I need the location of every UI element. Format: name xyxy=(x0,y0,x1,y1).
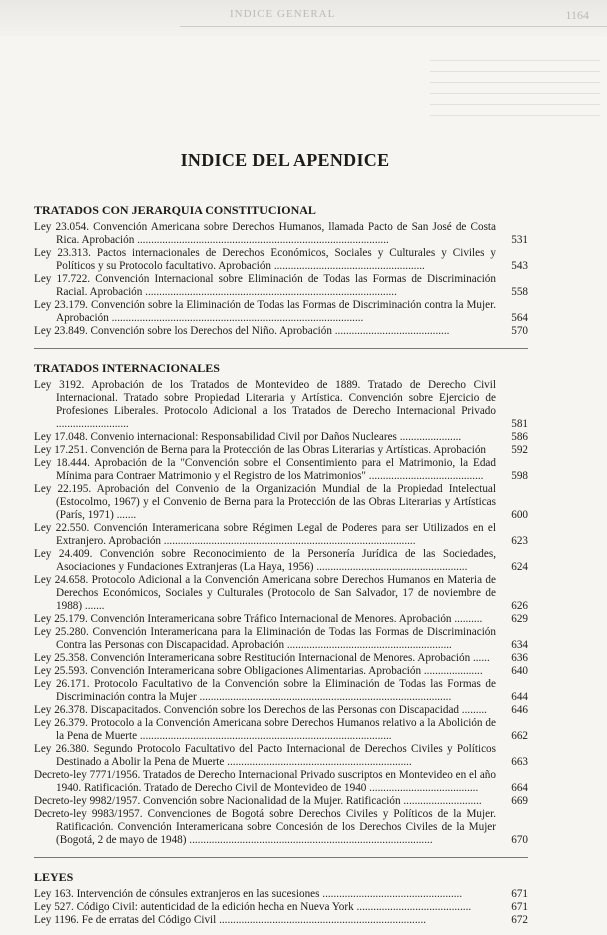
entry-page-number: 664 xyxy=(511,782,528,794)
entry-page-number: 670 xyxy=(511,834,528,846)
index-entry xyxy=(34,808,528,847)
entry-page-number: 626 xyxy=(511,600,528,612)
entry-text: Ley 23.849. Convención sobre los Derechos del Niño. Aprobación ......................................... xyxy=(34,325,450,337)
index-entry xyxy=(34,888,528,901)
entry-page-number: 564 xyxy=(511,312,528,324)
index-sections xyxy=(34,203,528,927)
entry-page-number: 646 xyxy=(511,704,528,716)
entry-text: Ley 23.054. Convención Americana sobre Derechos Humanos, llamada Pacto de San José de Costa Rica. Aprobación .......................................................................................... xyxy=(34,221,496,246)
header-rule xyxy=(180,26,607,27)
index-entry xyxy=(34,444,528,457)
index-entry xyxy=(34,665,528,678)
entry-text: Ley 25.358. Convención Interamericana sobre Restitución Internacional de Menores. Aprobación ...... xyxy=(34,652,490,664)
index-entry xyxy=(34,769,528,795)
section-divider xyxy=(34,857,528,858)
index-entry xyxy=(34,325,528,338)
entry-text: Ley 17.048. Convenio internacional: Responsabilidad Civil por Daños Nucleares ...................... xyxy=(34,431,462,443)
entry-text: Ley 17.251. Convención de Berna para la Protección de las Obras Literarias y Artísticas. Aprobación xyxy=(34,444,487,456)
entry-text: Ley 22.195. Aprobación del Convenio de la Organización Mundial de la Propiedad Intelectual (Estocolmo, 1967) y el Convenio de Berna para la Protección de las Obras Literarias y Artísticas (París, 1971) ....... xyxy=(34,483,496,521)
index-entry xyxy=(34,678,528,704)
entry-page-number: 531 xyxy=(511,234,528,246)
running-header-page: 1164 xyxy=(565,8,589,22)
entry-page-number: 600 xyxy=(511,509,528,521)
index-entry xyxy=(34,379,528,431)
entry-page-number: 629 xyxy=(511,613,528,625)
entry-page-number: 636 xyxy=(511,652,528,664)
entry-text: Ley 25.280. Convención Interamericana para la Eliminación de Todas las Formas de Discriminación Contra las Personas con Discapacidad. Aprobación ........................................................... xyxy=(34,626,496,651)
page-title: INDICE DEL APENDICE xyxy=(180,150,390,170)
entry-page-number: 669 xyxy=(511,795,528,807)
entry-page-number: 558 xyxy=(511,286,528,298)
index-entry xyxy=(34,221,528,247)
index-entry xyxy=(34,613,528,626)
entry-page-number: 592 xyxy=(511,444,528,456)
entry-page-number: 624 xyxy=(511,561,528,573)
entry-text: Ley 163. Intervención de cónsules extranjeros en las sucesiones .................................................. xyxy=(34,888,463,900)
entry-page-number: 640 xyxy=(511,665,528,677)
section-divider xyxy=(34,348,528,349)
entry-page-number: 671 xyxy=(511,901,528,913)
entry-text: Ley 26.171. Protocolo Facultativo de la Convención sobre la Eliminación de Todas las Formas de Discriminación contra la Mujer .......................................................................................... xyxy=(34,678,496,703)
index-entry xyxy=(34,483,528,522)
index-entry xyxy=(34,522,528,548)
entry-text: Ley 25.179. Convención Interamericana sobre Tráfico Internacional de Menores. Aprobación .......... xyxy=(34,613,483,625)
entry-text: Ley 25.593. Convención Interamericana sobre Obligaciones Alimentarias. Aprobación ..................... xyxy=(34,665,483,677)
index-entry xyxy=(34,548,528,574)
index-entry xyxy=(34,717,528,743)
index-entry xyxy=(34,652,528,665)
index-entry xyxy=(34,247,528,273)
entry-text: Decreto-ley 9982/1957. Convención sobre Nacionalidad de la Mujer. Ratificación ............................ xyxy=(34,795,482,807)
appendix-index xyxy=(34,150,528,935)
entry-text: Ley 22.550. Convención Interamericana sobre Régimen Legal de Poderes para ser Utilizados en el Extranjero. Aprobación .......................................................................................... xyxy=(34,522,496,547)
show-through-lines xyxy=(430,60,600,126)
section-heading: LEYES xyxy=(34,870,74,884)
index-entry xyxy=(34,626,528,652)
index-entry xyxy=(34,914,528,927)
index-entry xyxy=(34,795,528,808)
entry-page-number: 634 xyxy=(511,639,528,651)
entry-text: Ley 24.658. Protocolo Adicional a la Convención Americana sobre Derechos Humanos en Materia de Derechos Económicos, Sociales y Culturales (Protocolo de San Salvador, 17 de noviembre de 1988) ....... xyxy=(34,574,496,612)
running-header-title: INDICE GENERAL xyxy=(230,8,336,20)
index-section xyxy=(34,870,528,927)
entry-page-number: 543 xyxy=(511,260,528,272)
entry-text: Ley 17.722. Convención Internacional sobre Eliminación de Todas las Formas de Discriminación Racial. Aprobación .......................................................................................... xyxy=(34,273,496,298)
entry-text: Ley 1196. Fe de erratas del Código Civil .......................................................................... xyxy=(34,914,427,926)
entry-page-number: 581 xyxy=(511,418,528,430)
entry-text: Decreto-ley 7771/1956. Tratados de Derecho Internacional Privado suscriptos en Montevideo en el año 1940. Ratificación. Tratado de Derecho Civil de Montevideo de 1940 ....................................... xyxy=(34,769,496,794)
index-section xyxy=(34,203,528,338)
entry-page-number: 672 xyxy=(511,914,528,926)
entry-page-number: 663 xyxy=(511,756,528,768)
index-entry xyxy=(34,574,528,613)
index-entry xyxy=(34,273,528,299)
running-header xyxy=(0,0,607,36)
entry-text: Decreto-ley 9983/1957. Convenciones de Bogotá sobre Derechos Civiles y Políticos de la Mujer. Ratificación. Convención Interamericana sobre Concesión de los Derechos Civiles de la Mujer (Bogotá, 2 de mayo de 1948) ....................................................................................... xyxy=(34,808,496,846)
entry-text: Ley 26.379. Protocolo a la Convención Americana sobre Derechos Humanos relativo a la Abolición de la Pena de Muerte .......................................................................................... xyxy=(34,717,496,742)
section-heading: TRATADOS CON JERARQUIA CONSTITUCIONAL xyxy=(34,203,316,217)
entry-text: Ley 18.444. Aprobación de la "Convención sobre el Consentimiento para el Matrimonio, la Edad Mínima para Contraer Matrimonio y el Registro de los Matrimonios" ......................................... xyxy=(34,457,496,482)
entry-page-number: 644 xyxy=(511,691,528,703)
index-entry xyxy=(34,457,528,483)
section-heading: TRATADOS INTERNACIONALES xyxy=(34,361,220,375)
entry-text: Ley 527. Código Civil: autenticidad de la edición hecha en Nueva York ......................................... xyxy=(34,901,472,913)
entry-page-number: 570 xyxy=(511,325,528,337)
index-entry xyxy=(34,299,528,325)
index-entry xyxy=(34,431,528,444)
entry-page-number: 623 xyxy=(511,535,528,547)
entry-text: Ley 26.378. Discapacitados. Convención sobre los Derechos de las Personas con Discapacidad ......... xyxy=(34,704,487,716)
entry-page-number: 586 xyxy=(511,431,528,443)
entry-text: Ley 26.380. Segundo Protocolo Facultativo del Pacto Internacional de Derechos Civiles y Políticos Destinado a Abolir la Pena de Muerte .................................................................. xyxy=(34,743,496,768)
entry-text: Ley 24.409. Convención sobre Reconocimiento de la Personería Jurídica de las Sociedades, Asociaciones y Fundaciones Extranjeras (La Haya, 1956) ...................................................... xyxy=(34,548,496,573)
entry-text: Ley 23.313. Pactos internacionales de Derechos Económicos, Sociales y Culturales y Civiles y Políticos y su Protocolo facultativo. Aprobación ...................................................... xyxy=(34,247,496,272)
entry-text: Ley 3192. Aprobación de los Tratados de Montevideo de 1889. Tratado de Derecho Civil Internacional. Tratado sobre Propiedad Literaria y Artística. Convención sobre Ejercicio de Profesiones Liberales. Protocolo Adicional a los Tratados de Derecho Internacional Privado .......................... xyxy=(34,379,496,430)
index-entry xyxy=(34,704,528,717)
entry-page-number: 598 xyxy=(511,470,528,482)
index-entry xyxy=(34,901,528,914)
entry-text: Ley 23.179. Convención sobre la Eliminación de Todas las Formas de Discriminación contra la Mujer. Aprobación .......................................................................................... xyxy=(34,299,496,324)
index-entry xyxy=(34,743,528,769)
entry-page-number: 662 xyxy=(511,730,528,742)
index-section xyxy=(34,361,528,847)
entry-page-number: 671 xyxy=(511,888,528,900)
